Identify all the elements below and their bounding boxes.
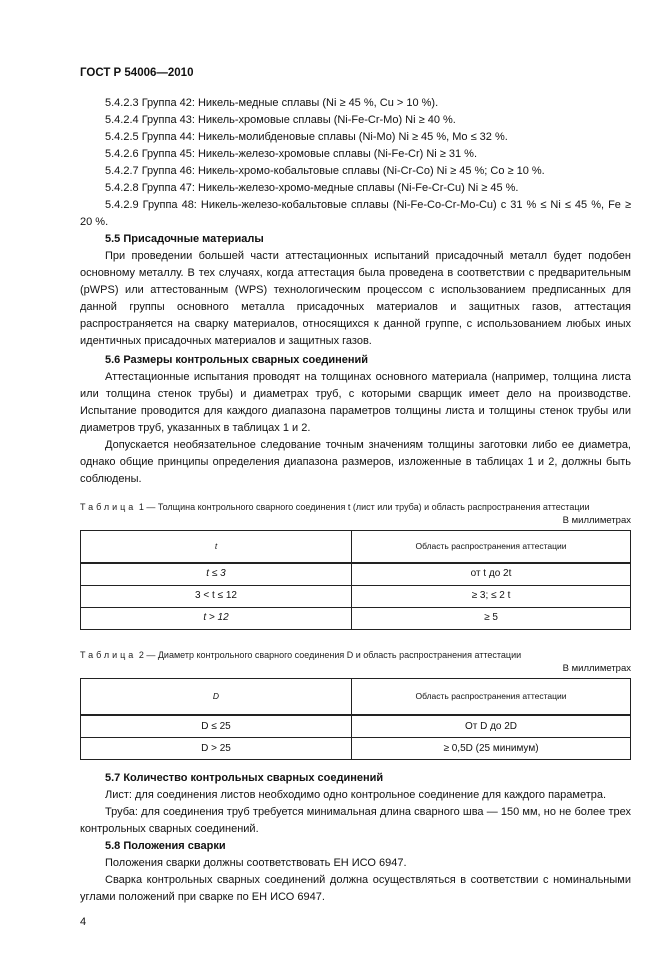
- table-cell: 3 < t ≤ 12: [81, 585, 352, 607]
- paragraph: Труба: для соединения труб требуется минимальная длина сварного шва — 150 мм, но не более трех контрольных сварных соединений.: [80, 806, 631, 835]
- page-number: 4: [80, 916, 87, 928]
- table-cell: ≥ 0,5D (25 минимум): [352, 738, 631, 760]
- table-cell: От D до 2D: [352, 715, 631, 738]
- cell-text: t > 12: [203, 612, 229, 623]
- paragraph: Сварка контрольных сварных соединений должна осуществляться в соответствии с номинальными углами положений при сварке по ЕН ИСО 6947.: [80, 874, 631, 903]
- table-cell: ≥ 3; ≤ 2 t: [352, 585, 631, 607]
- table-2: [80, 678, 631, 761]
- group-item: 5.4.2.4 Группа 43: Никель-хромовые сплавы (Ni-Fe-Cr-Mo) Ni ≥ 40 %.: [105, 114, 456, 126]
- cell-text: D: [212, 691, 220, 702]
- group-item: 5.4.2.5 Группа 44: Никель-молибденовые сплавы (Ni-Mo) Ni ≥ 45 %, Mo ≤ 32 %.: [105, 131, 508, 143]
- table-row: [81, 585, 631, 607]
- table-cell: D ≤ 25: [81, 715, 352, 738]
- document-page: [80, 0, 631, 970]
- table-cell: [81, 607, 352, 629]
- group-item: 5.4.2.8 Группа 47: Никель-железо-хромо-медные сплавы (Ni-Fe-Cr-Cu) Ni ≥ 45 %.: [105, 182, 519, 194]
- paragraph: Допускается необязательное следование точным значениям толщины заготовки либо ее диаметра, однако общие принципы определения диапазона размеров, изложенные в таблицах 1 и 2, должны быть соблюдены.: [80, 439, 631, 485]
- table2-units: В миллиметрах: [562, 662, 631, 674]
- table2-caption: Таблица 2 — Диаметр контрольного сварного соединения D и область распространения аттестации: [80, 649, 522, 660]
- section-5-6: [80, 352, 631, 488]
- table-cell: от t до 2t: [352, 563, 631, 586]
- cell-text: t: [214, 541, 218, 552]
- table-header: [81, 678, 352, 715]
- section-heading: 5.8 Положения сварки: [105, 840, 226, 852]
- section-heading: 5.7 Количество контрольных сварных соединений: [105, 772, 384, 784]
- group-item: 5.4.2.7 Группа 46: Никель-хромо-кобальтовые сплавы (Ni-Cr-Co) Ni ≥ 45 %; Co ≥ 10 %.: [105, 165, 545, 177]
- table-row: [81, 607, 631, 629]
- table-cell: ≥ 5: [352, 607, 631, 629]
- group-item: 5.4.2.9 Группа 48: Никель-железо-кобальтовые сплавы (Ni-Fe-Co-Cr-Mo-Cu) с 31 % ≤ Ni ≤ 45 %, Fe ≥ 20 %.: [80, 199, 631, 228]
- table-header: Область распространения аттестации: [352, 531, 631, 563]
- group-item: 5.4.2.6 Группа 45: Никель-железо-хромовые сплавы (Ni-Fe-Cr) Ni ≥ 31 %.: [105, 148, 478, 160]
- table-1: [80, 530, 631, 630]
- table1-units: В миллиметрах: [562, 515, 631, 526]
- table1-caption: Таблица 1 — Толщина контрольного сварного соединения t (лист или труба) и область распространения аттестации: [80, 502, 590, 512]
- cell-text: t ≤ 3: [206, 568, 226, 579]
- document-header: ГОСТ Р 54006—2010: [80, 67, 194, 79]
- table-header: Область распространения аттестации: [352, 678, 631, 715]
- section-5-7: [80, 770, 631, 906]
- group-list: [80, 95, 631, 350]
- table-header: [81, 531, 352, 563]
- paragraph: Положения сварки должны соответствовать ЕН ИСО 6947.: [105, 857, 407, 869]
- table-row: [81, 738, 631, 760]
- table-row: [81, 563, 631, 586]
- table-row: [81, 715, 631, 738]
- table-cell: [81, 563, 352, 586]
- section-heading: 5.6 Размеры контрольных сварных соединений: [105, 354, 369, 366]
- paragraph: Аттестационные испытания проводят на толщинах основного материала (например, толщина листа или толщина стенок трубы) и диаметрах труб, с которыми сварщик имеет дело на производстве. Испытание проводится для каждого диапазона параметров толщины листа и толщины стенок трубы или диаметров труб, указанных в таблицах 1 и 2.: [80, 371, 631, 434]
- section-heading: 5.5 Присадочные материалы: [105, 233, 264, 245]
- group-item: 5.4.2.3 Группа 42: Никель-медные сплавы (Ni ≥ 45 %, Cu > 10 %).: [105, 97, 439, 109]
- paragraph: При проведении большей части аттестационных испытаний присадочный металл будет подобен основному металлу. В тех случаях, когда аттестация была проведена в соответствии с предварительным (pWPS) или аттестованным (WPS) технологическим процессом с использованием предписанных для данной группы основного металла присадочных материалов и защитных газов, аттестация распространяется на сварку материалов, относящихся к данной группе, с использованием любых иных идентичных присадочных материалов и защитных газов.: [80, 250, 631, 347]
- paragraph: Лист: для соединения листов необходимо одно контрольное соединение для каждого параметра.: [105, 789, 607, 801]
- table-cell: D > 25: [81, 738, 352, 760]
